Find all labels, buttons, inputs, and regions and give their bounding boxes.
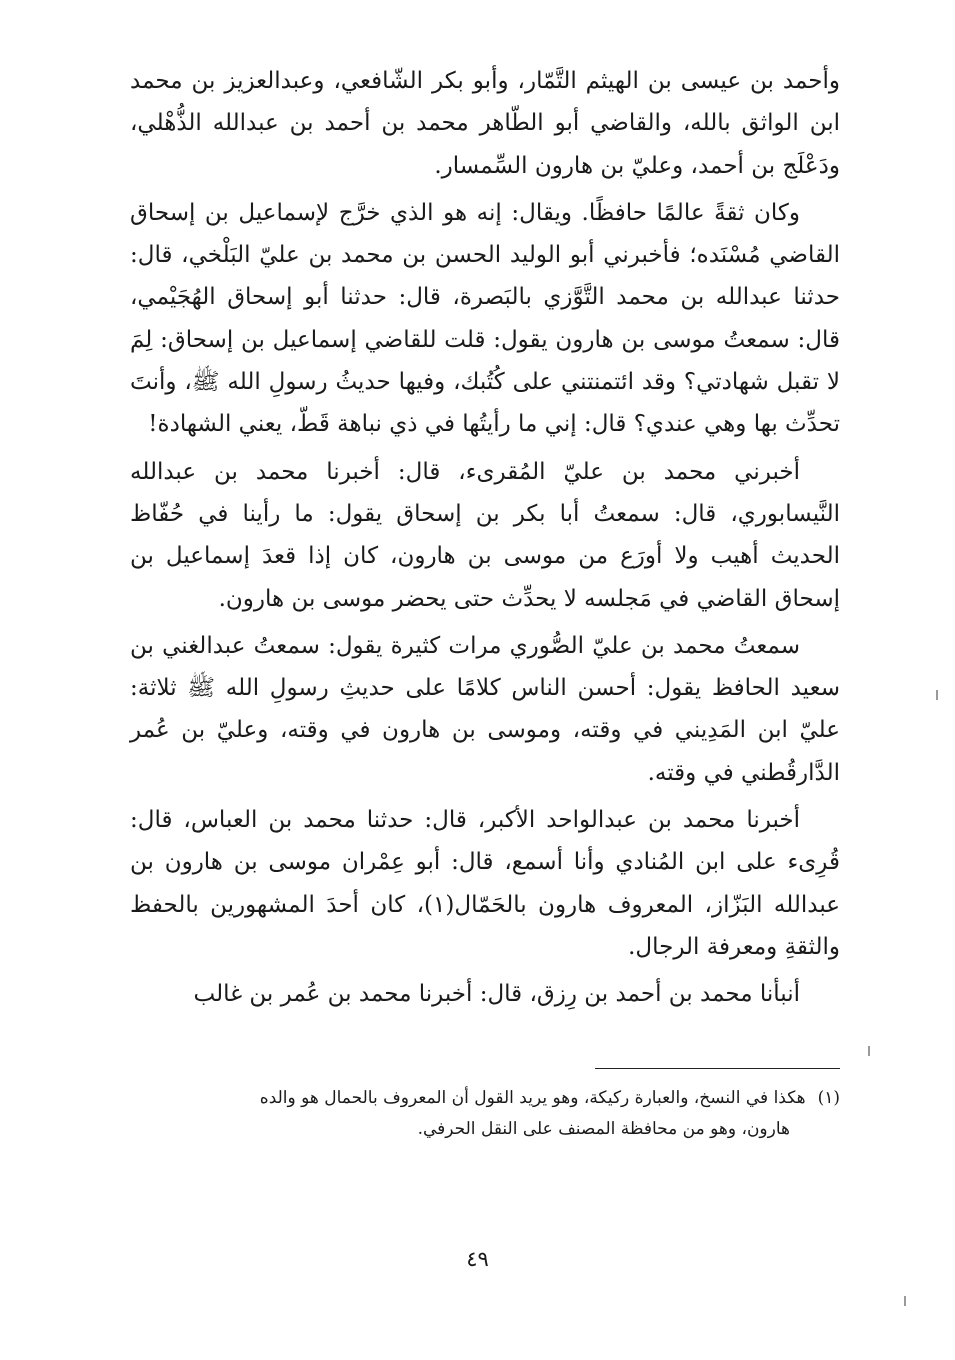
paragraph: أخبرني محمد بن عليّ المُقرىء، قال: أخبرنا محمد بن عبدالله النَّيسابوري، قال: سمعتُ أبا بكر بن إسحاق يقول: ما رأينا في حُفّاظ الحديث أهيب ولا أورَع من موسى بن هارون، كان إذا قعدَ إسماعيل بن إسحاق القاضي في مَجلسه لا يحدِّث حتى يحضر موسى بن هارون. <box>130 458 840 612</box>
paragraph: وأحمد بن عيسى بن الهيثم التَّمّار، وأبو بكر الشّافعي، وعبدالعزيز بن محمد ابن الواثق بالله، والقاضي أبو الطّاهر محمد بن أحمد بن عبدالله الذُّهْلي، ودَعْلَج بن أحمد، وعليّ بن هارون السِّمسار. <box>130 68 841 179</box>
main-text <box>130 60 840 1021</box>
margin-mark <box>868 1046 870 1056</box>
paragraph: وكان ثقةً عالمًا حافظًا. ويقال: إنه هو الذي خرَّج لإسماعيل بن إسحاق القاضي مُسْنَده؛ فأخبرني أبو الوليد الحسن بن محمد بن عليّ البَلْخي، قال: حدثنا عبدالله بن محمد التَّوَّزي بالبَصرة، قال: حدثنا أبو إسحاق الهُجَيْمي، قال: سمعتُ موسى بن هارون يقول: قلت للقاضي إسماعيل بن إسحاق: لِمَ لا تقبل شهادتي؟ وقد ائتمنتني على كُتُبك، وفيها حديثُ رسولِ الله ﷺ، وأنتَ تحدِّث بها وهي عندي؟ قال: إني ما رأيتُها في ذي نباهة قَطّ، يعني الشهادة! <box>130 199 840 438</box>
paragraph: أخبرنا محمد بن عبدالواحد الأكبر، قال: حدثنا محمد بن العباس، قال: قُرِىء على ابن المُنادي وأنا أسمع، قال: أبو عِمْران موسى بن هارون بن عبدالله البَزّاز، المعروف هارون بالحَمّال(١)، كان أحدَ المشهورين بالحفظ والثقةِ ومعرفة الرجال. <box>130 807 840 960</box>
margin-mark <box>936 690 938 700</box>
footnote-line: هارون، وهو من محافظة المصنف على النقل الحرفي. <box>417 1119 790 1139</box>
paragraph: أنبأنا محمد بن أحمد بن رِزق، قال: أخبرنا محمد بن عُمر بن غالب <box>193 981 800 1008</box>
footnote-marker: (١) <box>817 1088 840 1108</box>
paragraph: سمعتُ محمد بن عليّ الصُّوري مرات كثيرة يقول: سمعتُ عبدالغني بن سعيد الحافظ يقول: أحسن الناس كلامًا على حديثِ رسولِ الله ﷺ ثلاثة: عليّ ابن المَدِيني في وقته، وموسى بن هارون في وقته، وعليّ بن عُمر الدَّارقُطني في وقته. <box>130 632 840 786</box>
footnote <box>130 1083 840 1145</box>
page-number: ٤٩ <box>466 1247 489 1271</box>
footnote-separator <box>595 1068 840 1069</box>
footnote-line <box>130 1083 840 1114</box>
margin-mark <box>904 1296 906 1306</box>
footnote-text: هكذا في النسخ، والعبارة ركيكة، وهو يريد القول أن المعروف بالحمال هو والده <box>259 1088 806 1108</box>
